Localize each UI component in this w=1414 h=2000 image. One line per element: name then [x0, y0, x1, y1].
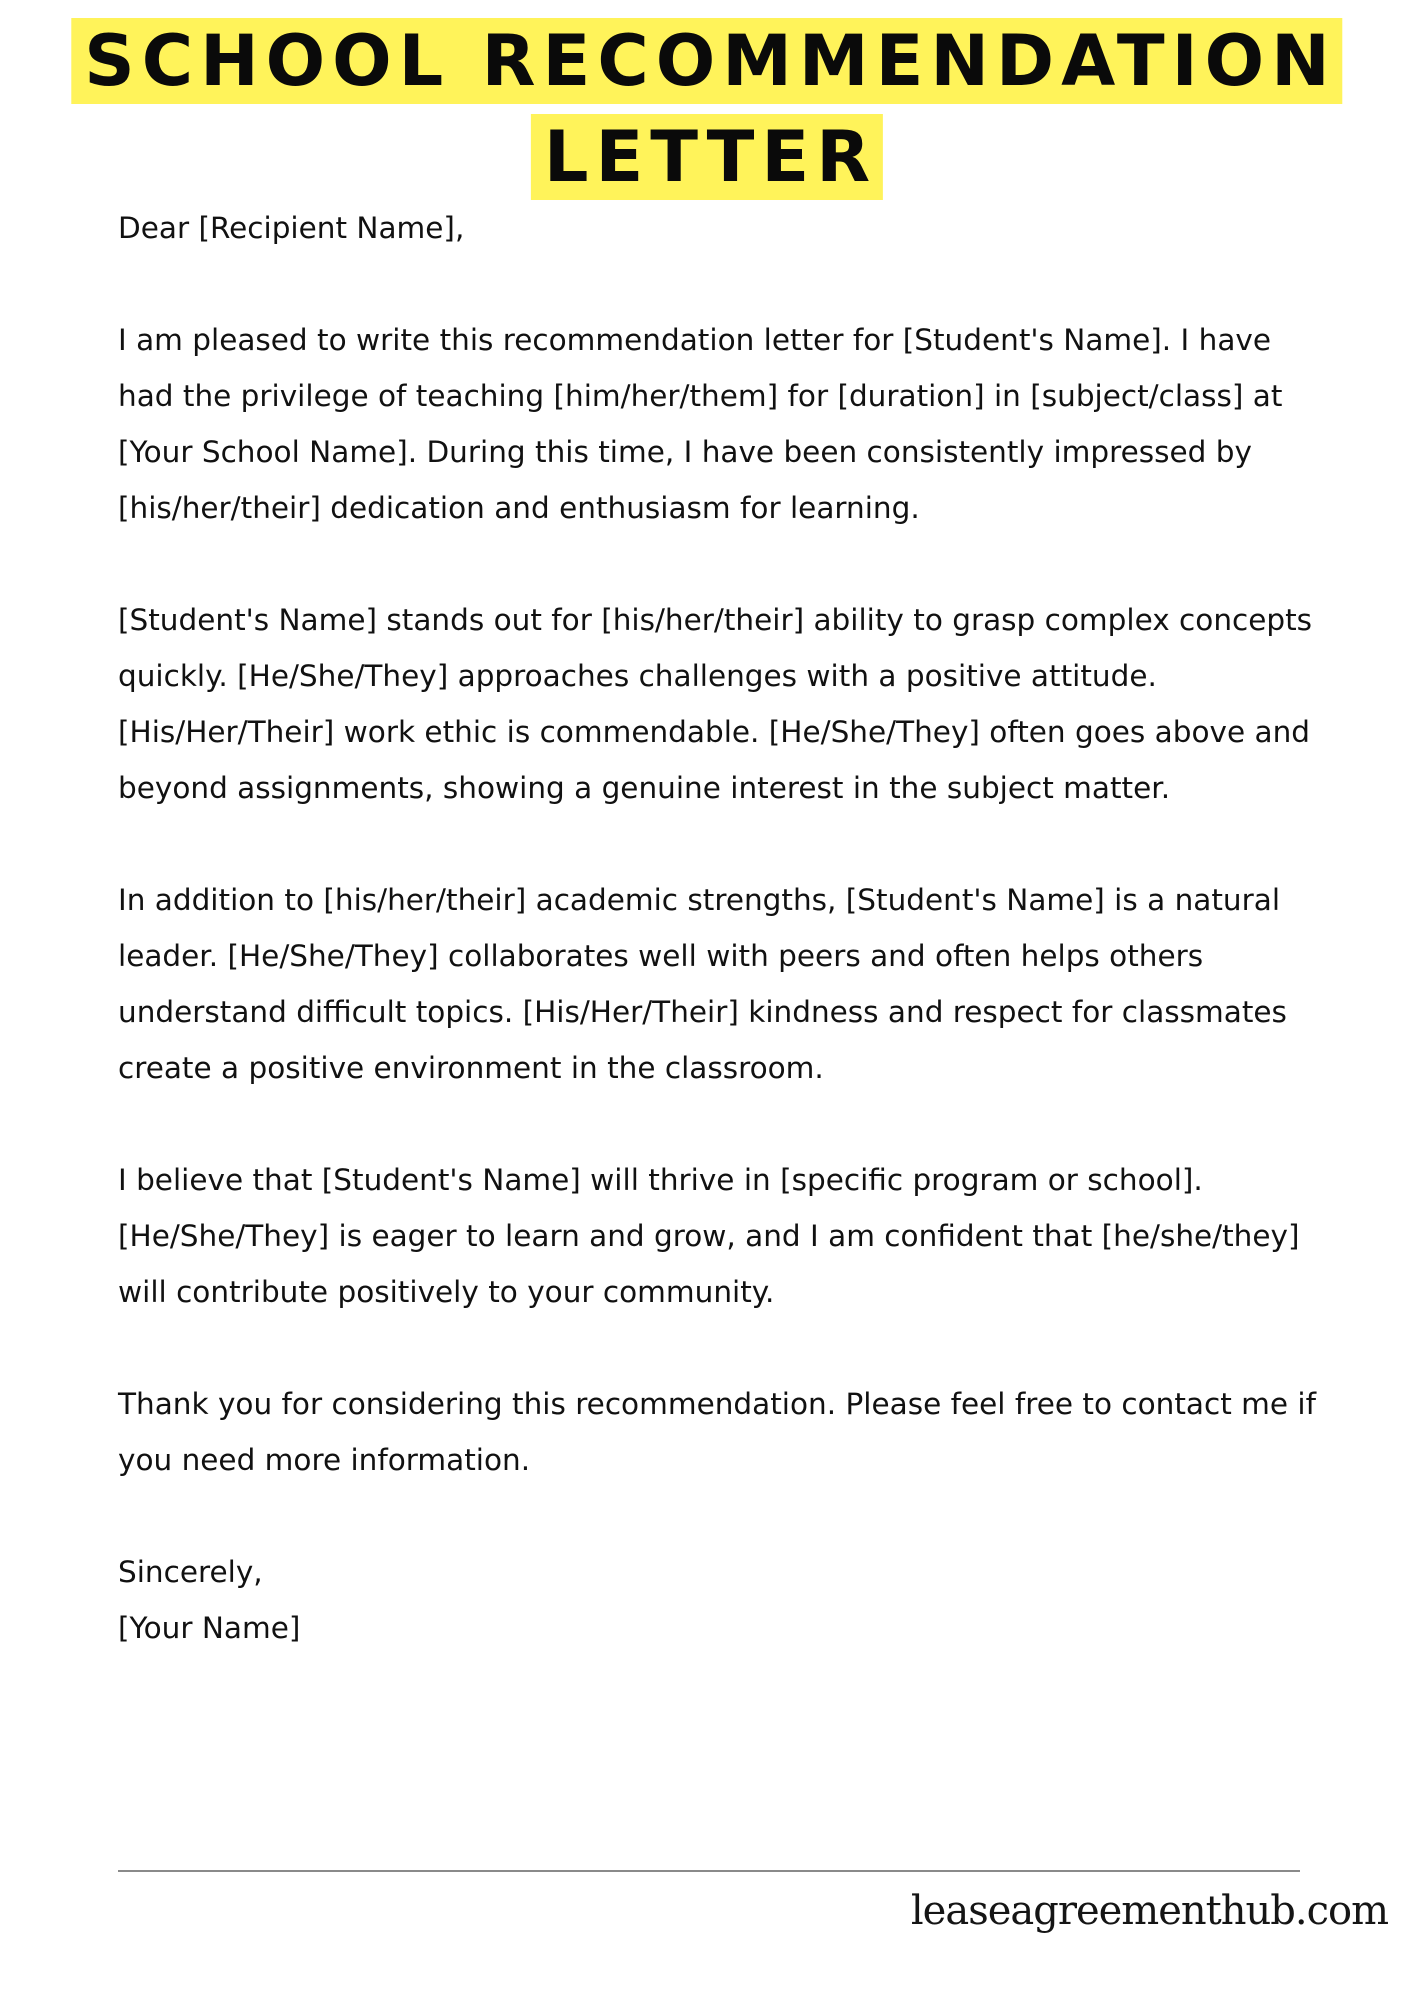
title-line-1: SCHOOL RECOMMENDATION	[71, 18, 1342, 104]
paragraph-abilities: [Student's Name] stands out for [his/her/their] ability to grasp complex concepts quickly. [He/She/They] approaches challenges with a positive attitude. [His/Her/Their] work ethic is commendable. [He/She/They] often goes above and beyond assignments, showing a genuine interest in the subject matter.	[118, 603, 1313, 805]
paragraph-recommendation: I believe that [Student's Name] will thrive in [specific program or school]. [He/She/They] is eager to learn and grow, and I am confident that [he/she/they] will contribute positively to your community.	[118, 1163, 1300, 1309]
paragraph-thanks: Thank you for considering this recommendation. Please feel free to contact me if you need more information.	[118, 1387, 1317, 1477]
website-watermark: leaseagreementhub.com	[910, 1888, 1388, 1934]
paragraph-leadership: In addition to [his/her/their] academic strengths, [Student's Name] is a natural leader. [He/She/They] collaborates well with peers and often helps others understand difficult topics. [His/Her/Their] kindness and respect for classmates create a positive environment in the classroom.	[118, 883, 1287, 1085]
paragraph-intro: I am pleased to write this recommendation letter for [Student's Name]. I have had the privilege of teaching [him/her/them] for [duration] in [subject/class] at [Your School Name]. During this time, I have been consistently impressed by [his/her/their] dedication and enthusiasm for learning.	[118, 323, 1283, 525]
signature: [Your Name]	[118, 1611, 301, 1645]
closing: Sincerely,	[118, 1555, 263, 1589]
footer-divider	[118, 1870, 1300, 1872]
salutation: Dear [Recipient Name],	[118, 211, 465, 245]
title-line-2: LETTER	[531, 114, 883, 200]
letter-body	[118, 200, 1318, 1656]
